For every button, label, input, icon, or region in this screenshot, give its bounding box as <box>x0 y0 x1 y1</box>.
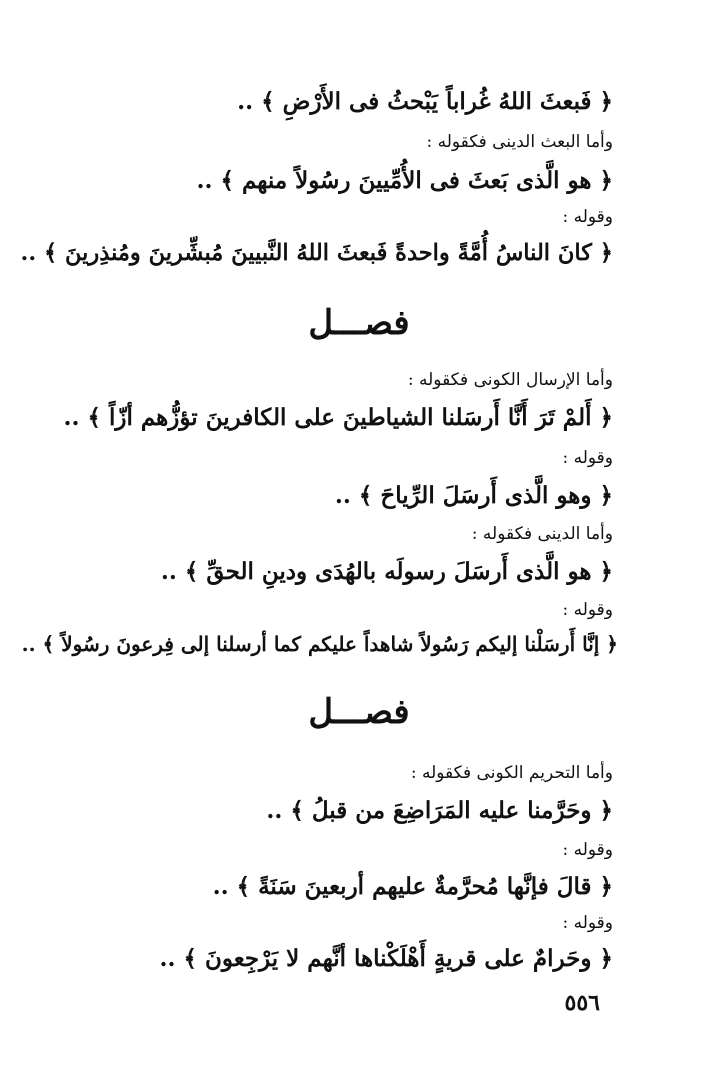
section-heading: فصـــل <box>308 692 410 732</box>
verse-line: ﴿ وحَرَّمنا عليه المَرَاضِعَ من قبلُ ﴾ .. <box>266 797 613 824</box>
intro-line: وقوله : <box>562 840 613 860</box>
verse-line: ﴿ وهو الَّذى أَرسَلَ الرِّياحَ ﴾ .. <box>334 482 613 509</box>
verse-line: ﴿ قالَ فإنَّها مُحرَّمةٌ عليهم أربعينَ سَنَةً ﴾ .. <box>212 873 613 900</box>
intro-line: وقوله : <box>562 448 613 468</box>
intro-line: وأما الدينى فكقوله : <box>471 524 613 544</box>
intro-line: وقوله : <box>562 207 613 227</box>
intro-line: وأما البعث الدينى فكقوله : <box>426 132 613 152</box>
intro-line: وقوله : <box>562 600 613 620</box>
verse-line: ﴿ هو الَّذى بَعثَ فى الأُمِّيينَ رسُولاً منهم ﴾ .. <box>196 167 613 194</box>
intro-line: وقوله : <box>562 913 613 933</box>
intro-line: وأما الإرسال الكونى فكقوله : <box>407 370 613 390</box>
verse-line: ﴿ إنَّا أَرسَلْنا إليكم رَسُولاً شاهداً عليكم كما أرسلنا إلى فِرعونَ رسُولاً ﴾ .. <box>21 632 618 656</box>
page-number: ٥٥٦ <box>564 990 600 1016</box>
verse-line: ﴿ وحَرامٌ على قريةٍ أَهْلَكْناها أنَّهم لا يَرْجِعونَ ﴾ .. <box>159 945 613 972</box>
section-heading: فصـــل <box>308 303 410 343</box>
verse-line: ﴿ فَبعثَ اللهُ غُراباً يَبْحثُ فى الأَرْضِ ﴾ .. <box>237 88 613 115</box>
verse-line: ﴿ هو الَّذى أَرسَلَ رسولَه بالهُدَى ودينِ الحقِّ ﴾ .. <box>160 558 613 585</box>
verse-line: ﴿ كانَ الناسُ أُمَّةً واحدةً فَبعثَ اللهُ النَّبيينَ مُبشِّرينَ ومُنذِرينَ ﴾ .. <box>20 240 613 266</box>
verse-line: ﴿ أَلمْ تَرَ أَنَّا أَرسَلنا الشياطينَ على الكافرينَ تؤزُّهم أزّاً ﴾ .. <box>63 404 613 431</box>
intro-line: وأما التحريم الكونى فكقوله : <box>410 763 613 783</box>
